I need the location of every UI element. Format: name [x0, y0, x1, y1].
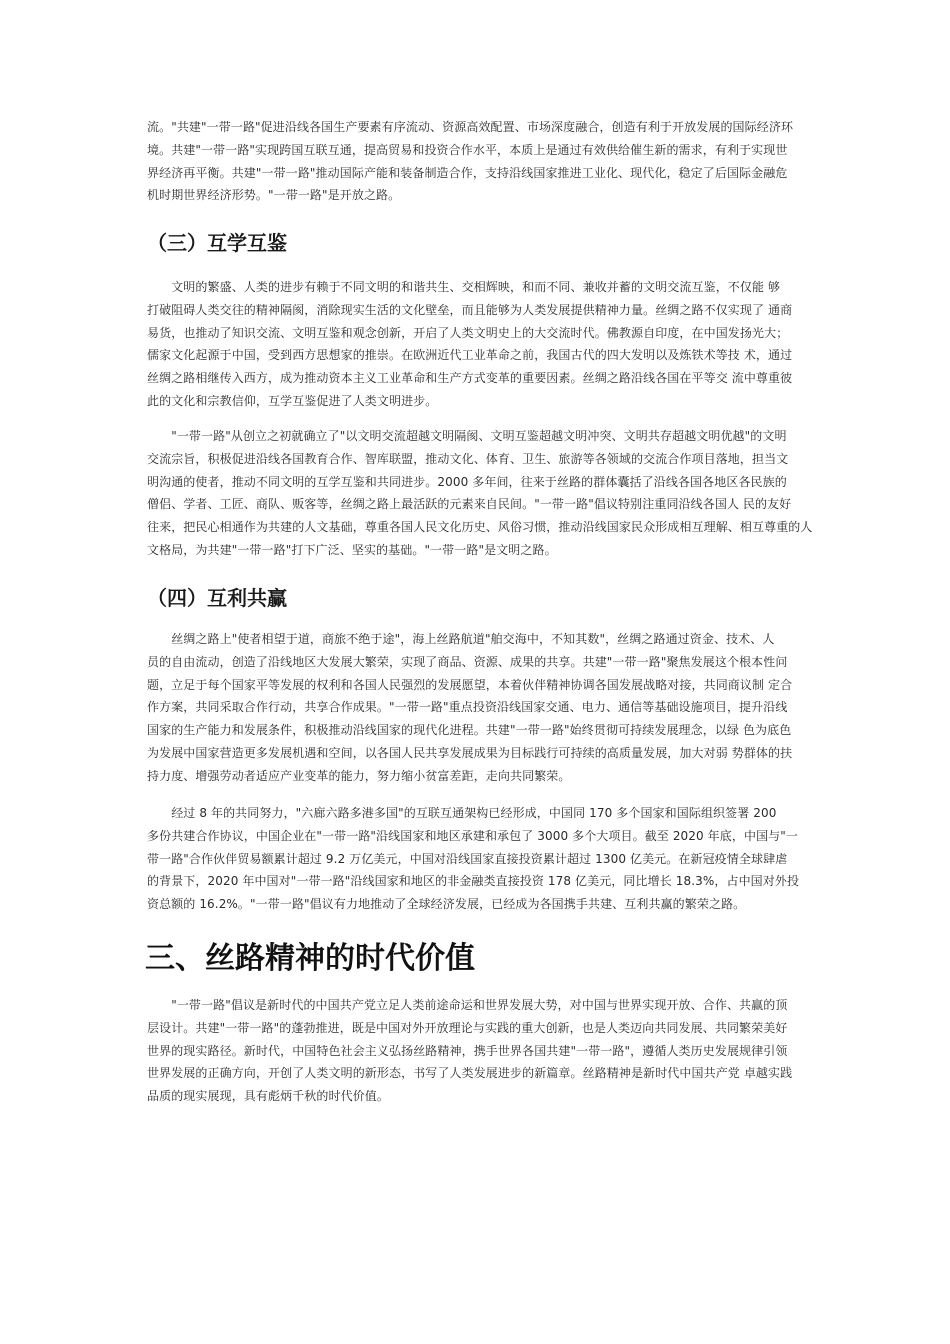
text-line: 为发展中国家营造更多发展机遇和空间，以各国人民共享发展成果为目标践行可持续的高质量发展，加大对弱 势群体的扶: [147, 745, 793, 760]
text-line: 境。共建"一带一路"实现跨国互联互通，提高贸易和投资合作水平，本质上是通过有效供给催生新的需求，有利于实现世: [147, 142, 788, 157]
text-line: 持力度、增强劳动者适应产业变革的能力，努力缩小贫富差距，走向共同繁荣。: [147, 768, 571, 783]
text-line: 的背景下，2020 年中国对"一带一路"沿线国家和地区的非金融类直接投资 178 亿美元，同比增长 18.3%，占中国对外投: [147, 874, 800, 889]
section-heading-mutual-learning: （三）互学互鉴: [147, 231, 287, 255]
text-line: 题，立足于每个国家平等发展的权利和各国人民强烈的发展愿望，本着伙伴精神协调各国发展战略对接，共同商议制 定合: [147, 677, 793, 692]
text-line: 往来，把民心相通作为共建的人文基础，尊重各国人民文化历史、风俗习惯，推动沿线国家民众形成相互理解、相互尊重的人: [147, 520, 813, 535]
text-line: 多份共建合作协议，中国企业在"一带一路"沿线国家和地区承建和承包了 3000 多个大项目。截至 2020 年底，中国与"一: [147, 828, 798, 843]
paragraph-civilization-road: [147, 425, 812, 562]
text-line: 员的自由流动，创造了沿线地区大发展大繁荣，实现了商品、资源、成果的共享。共建"一带一路"聚焦发展这个根本性问: [147, 654, 788, 669]
text-line: 作方案，共同采取合作行动，共享合作成果。"一带一路"重点投资沿线国家交通、电力、通信等基础设施项目，提升沿线: [147, 700, 788, 715]
text-line: 儒家文化起源于中国，受到西方思想家的推崇。在欧洲近代工业革命之前，我国古代的四大发明以及炼铁术等技 术，通过: [147, 348, 793, 363]
text-line: 品质的现实展现，具有彪炳千秋的时代价值。: [147, 1089, 390, 1104]
text-line: 丝绸之路上"使者相望于道，商旅不绝于途"，海上丝路航道"舶交海中，不知其数"，丝绸之路通过资金、技术、人: [147, 632, 775, 646]
text-line: 经过 8 年的共同努力，"六廊六路多港多国"的互联互通架构已经形成，中国同 170 多个国家和国际组织签署 200: [147, 806, 777, 820]
text-line: 机时期世界经济形势。"一带一路"是开放之路。: [147, 188, 401, 203]
text-line: 明沟通的使者，推动不同文明的互学互鉴和共同进步。2000 多年间，往来于丝路的群体囊括了沿线各国各地区各民族的: [147, 474, 787, 489]
paragraph-achievements: [147, 802, 812, 916]
section-heading-mutual-benefit: （四）互利共赢: [147, 586, 287, 610]
paragraph-open-road: [147, 116, 812, 207]
text-line: 带一路"合作伙伴贸易额累计超过 9.2 万亿美元，中国对沿线国家直接投资累计超过 1300 亿美元。在新冠疫情全球肆虐: [147, 851, 788, 866]
text-line: "一带一路"倡议是新时代的中国共产党立足人类前途命运和世界发展大势，对中国与世界实现开放、合作、共赢的顶: [147, 998, 788, 1012]
text-line: 世界的现实路径。新时代，中国特色社会主义弘扬丝路精神，携手世界各国共建"一带一路"，遵循人类历史发展规律引领: [147, 1043, 788, 1058]
paragraph-era-value: [147, 994, 812, 1108]
text-line: 流。"共建"一带一路"促进沿线各国生产要素有序流动、资源高效配置、市场深度融合，创造有利于开放发展的国际经济环: [147, 120, 794, 134]
text-line: 层设计。共建"一带一路"的蓬勃推进，既是中国对外开放理论与实践的重大创新，也是人类迈向共同发展、共同繁荣美好: [147, 1020, 788, 1035]
text-line: 界经济再平衡。共建"一带一路"推动国际产能和装备制造合作，支持沿线国家推进工业化、现代化，稳定了后国际金融危: [147, 165, 788, 180]
text-line: 打破阻碍人类交往的精神隔阂，消除现实生活的文化壁垒，而且能够为人类发展提供精神力量。丝绸之路不仅实现了 通商: [147, 302, 793, 317]
text-line: 交流宗旨，积极促进沿线各国教育合作、智库联盟，推动文化、体育、卫生、旅游等各领域的交流合作项目落地，担当文: [147, 451, 789, 466]
text-line: 易货，也推动了知识交流、文明互鉴和观念创新，开启了人类文明史上的大交流时代。佛教源自印度，在中国发扬光大；: [147, 325, 789, 340]
text-line: 文明的繁盛、人类的进步有赖于不同文明的和谐共生、交相辉映，和而不同、兼收并蓄的文明交流互鉴，不仅能 够: [147, 280, 781, 294]
text-line: 资总额的 16.2%。"一带一路"倡议有力地推动了全球经济发展，已经成为各国携手共建、互利共赢的繁荣之路。: [147, 897, 746, 912]
chapter-heading-era-value: 三、丝路精神的时代价值: [145, 941, 475, 976]
text-line: 丝绸之路相继传入西方，成为推动资本主义工业革命和生产方式变革的重要因素。丝绸之路沿线各国在平等交 流中尊重彼: [147, 371, 793, 386]
text-line: 僧侣、学者、工匠、商队、贩客等，丝绸之路上最活跃的元素来自民间。"一带一路"倡议特别注重同沿线各国人 民的友好: [147, 497, 792, 512]
text-line: 此的文化和宗教信仰，互学互鉴促进了人类文明进步。: [147, 393, 438, 408]
text-line: 国家的生产能力和发展条件，积极推动沿线国家的现代化进程。共建"一带一路"始终贯彻可持续发展理念，以绿 色为底色: [147, 723, 792, 738]
text-line: "一带一路"从创立之初就确立了"以文明交流超越文明隔阂、文明互鉴超越文明冲突、文明共存超越文明优越"的文明: [147, 429, 787, 443]
text-line: 文格局，为共建"一带一路"打下广泛、坚实的基础。"一带一路"是文明之路。: [147, 542, 557, 557]
paragraph-civilization: [147, 276, 812, 413]
paragraph-mutual-benefit: [147, 628, 812, 788]
text-line: 世界发展的正确方向，开创了人类文明的新形态，书写了人类发展进步的新篇章。丝路精神是新时代中国共产党 卓越实践: [147, 1066, 793, 1081]
